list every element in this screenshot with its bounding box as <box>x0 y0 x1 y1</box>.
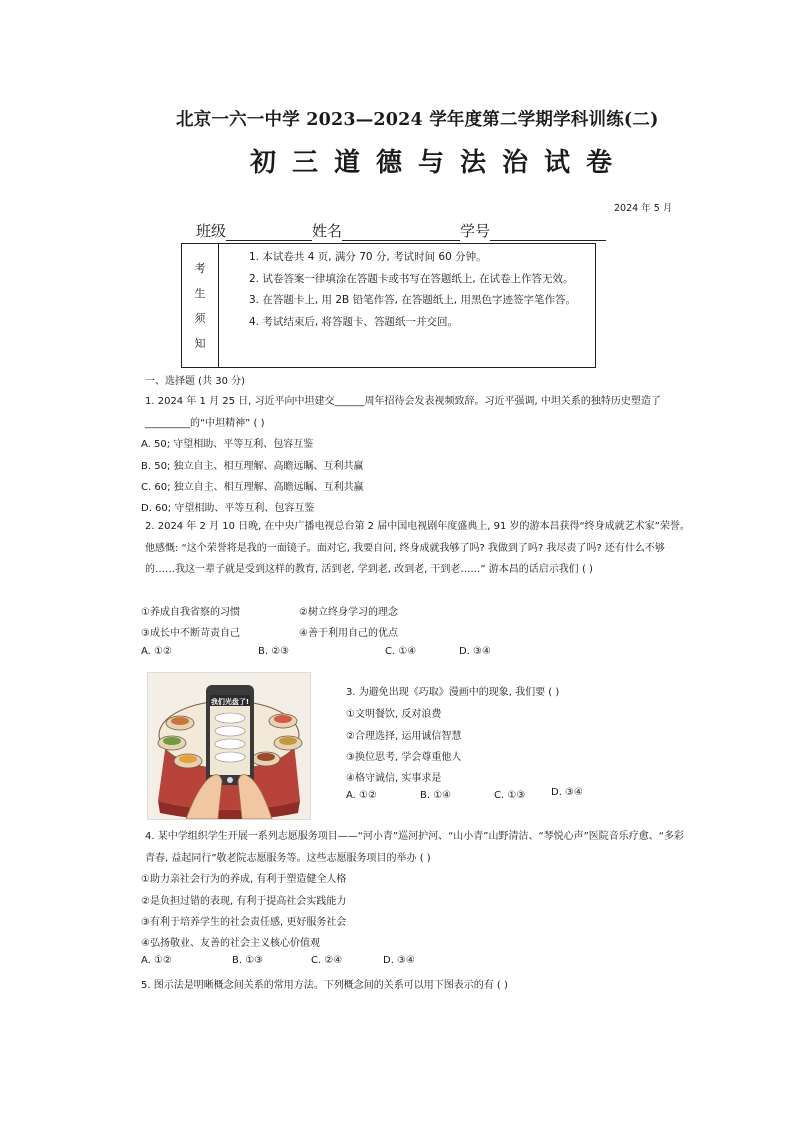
question-2-choice: ④善于利用自己的优点 <box>299 628 398 639</box>
question-2-answer-b: B. ②③ <box>258 646 290 657</box>
notice-item: 4. 考试结束后, 将答题卡、答题纸一并交回。 <box>249 315 459 328</box>
question-2-choice: ①养成自我省察的习惯 <box>141 607 240 618</box>
question-3-choice: ①文明餐饮, 反对浪费 <box>346 709 442 720</box>
name-blank <box>342 224 460 241</box>
student-info-line <box>196 220 606 241</box>
question-2-answer-a: A. ①② <box>141 646 172 657</box>
question-2-choice: ②树立终身学习的理念 <box>299 607 398 618</box>
exam-date: 2024 年 5 月 <box>614 203 673 214</box>
question-2-stem: 2. 2024 年 2 月 10 日晚, 在中央广播电视总台第 2 届中国电视剧年度盛典上, 91 岁的游本昌获得“终身成就艺术家”荣誉。他感慨: “这个荣誉将是我的一面镜子。面对它, 我要自问, 终身成就我够了吗? 我做到了吗? 我尽责了吗? 还有什么不够的……我这一辈子就是受到这样的教育, 活到老, 学到老, 改到老, 干到老……” 游本昌的话启示我们 ( ) <box>145 521 690 575</box>
cartoon-caption: 我们光盘了! <box>210 698 250 706</box>
id-blank <box>490 224 606 241</box>
question-1-stem: 1. 2024 年 1 月 25 日, 习近平向中坦建交______周年招待会发表视频致辞。习近平强调, 中坦关系的独特历史塑造了_________的“中坦精神” ( ) <box>145 396 661 429</box>
notice-item: 3. 在答题卡上, 用 2B 铅笔作答, 在答题纸上, 用黑色字迹签字笔作答。 <box>249 294 576 306</box>
question-5-stem: 5. 图示法是明晰概念间关系的常用方法。下列概念间的关系可以用下图表示的有 ( ) <box>141 980 508 991</box>
subject-title: 初三道德与法治试卷 <box>250 148 629 178</box>
question-4-choice: ③有利于培养学生的社会责任感, 更好服务社会 <box>141 917 347 928</box>
class-label: 班级 <box>196 222 227 240</box>
notice-label-char: 考 <box>194 262 206 275</box>
notice-label-char: 生 <box>194 287 206 300</box>
question-2-choice: ③成长中不断苛责自己 <box>141 628 240 639</box>
question-3-answer-a: A. ①② <box>346 790 377 801</box>
section-title: 一、选择题 (共 30 分) <box>145 376 246 387</box>
class-blank <box>226 224 312 241</box>
exam-notice-box <box>181 243 596 368</box>
question-1-option-c: C. 60; 独立自主、相互理解、高瞻远瞩、互利共赢 <box>141 482 364 493</box>
question-4-choice: ④弘扬敬业、友善的社会主义核心价值观 <box>141 938 320 949</box>
name-label: 姓名 <box>312 222 343 240</box>
question-4-answer-a: A. ①② <box>141 955 172 966</box>
question-4-answer-c: C. ②④ <box>311 955 343 966</box>
notice-items <box>228 247 594 333</box>
notice-label-char: 知 <box>194 337 206 350</box>
question-4-answer-b: B. ①③ <box>232 955 264 966</box>
question-1-option-d: D. 60; 守望相助、平等互利、包容互鉴 <box>141 503 315 514</box>
question-3-answer-c: C. ①③ <box>494 790 526 801</box>
question-4-choice: ①助力亲社会行为的养成, 有利于塑造健全人格 <box>141 874 347 885</box>
question-1-option-a: A. 50; 守望相助、平等互利、包容互鉴 <box>141 439 314 450</box>
question-3-choice: ②合理选择, 运用诚信智慧 <box>346 731 462 742</box>
cartoon-drawing <box>148 673 310 819</box>
question-3-choice: ③换位思考, 学会尊重他人 <box>346 752 462 763</box>
notice-label-char: 须 <box>194 312 206 325</box>
school-title: 北京一六一中学 2023—2024 学年度第二学期学科训练(二) <box>176 110 659 130</box>
question-3-answer-b: B. ①④ <box>420 790 452 801</box>
notice-item: 1. 本试卷共 4 页, 满分 70 分, 考试时间 60 分钟。 <box>249 251 487 263</box>
cartoon-illustration <box>147 672 311 820</box>
question-4-choice: ②是负担过错的表现, 有利于提高社会实践能力 <box>141 896 347 907</box>
question-1-option-b: B. 50; 独立自主、相互理解、高瞻远瞩、互利共赢 <box>141 461 364 472</box>
question-4-stem: 4. 某中学组织学生开展一系列志愿服务项目——“河小青”巡河护河、“山小青”山野清洁、“琴悦心声”医院音乐疗愈、“多彩青春, 益起同行”敬老院志愿服务等。这些志愿服务项目的举办 ( ) <box>145 831 684 864</box>
notice-item: 2. 试卷答案一律填涂在答题卡或书写在答题纸上, 在试卷上作答无效。 <box>249 272 574 285</box>
question-3-answer-d: D. ③④ <box>551 787 583 798</box>
notice-label <box>182 244 219 367</box>
question-3-choice: ④格守诚信, 实事求是 <box>346 773 442 784</box>
question-3-stem: 3. 为避免出现《巧取》漫画中的现象, 我们要 ( ) <box>346 687 560 698</box>
id-label: 学号 <box>460 222 491 240</box>
question-2-answer-d: D. ③④ <box>459 646 491 657</box>
question-4-answer-d: D. ③④ <box>383 955 415 966</box>
question-2-answer-c: C. ①④ <box>385 646 417 657</box>
